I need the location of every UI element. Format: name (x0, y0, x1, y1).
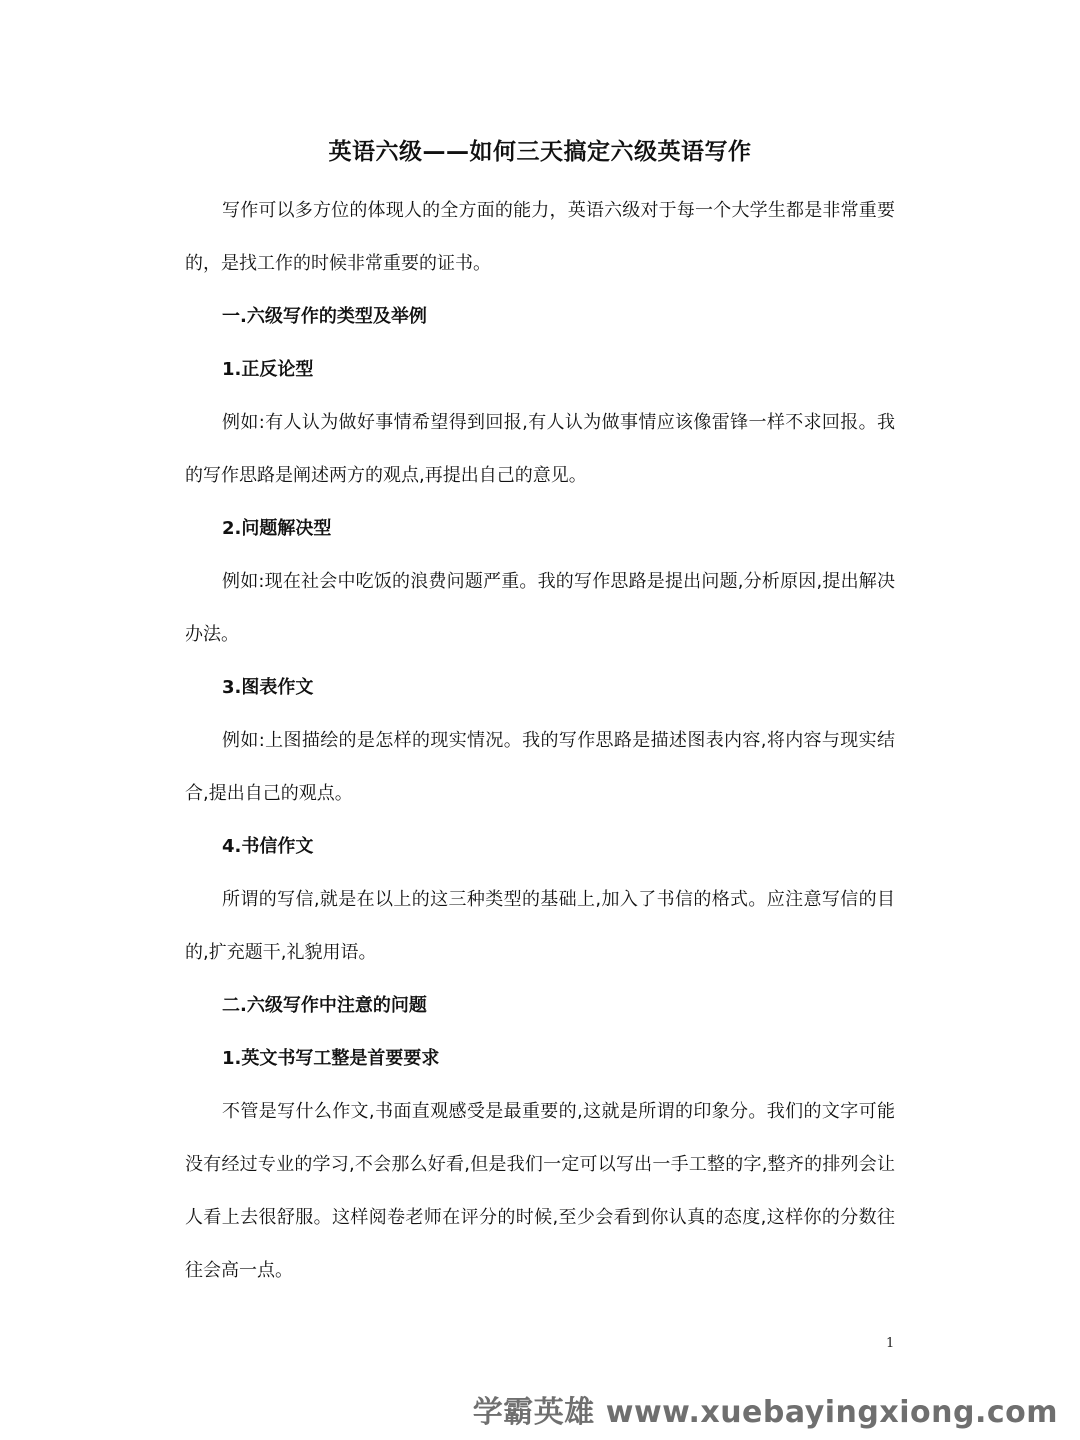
paragraph-chart-essay-example: 例如:上图描绘的是怎样的现实情况。我的写作思路是描述图表内容,将内容与现实结合,提出自己的观点。 (185, 730, 895, 804)
subheading-problem-solving: 2.问题解决型 (222, 518, 332, 539)
section-heading-notes: 二.六级写作中注意的问题 (222, 995, 427, 1016)
site-watermark: 学霸英雄 www.xuebayingxiong.com (472, 1395, 1058, 1430)
subheading-pro-con: 1.正反论型 (222, 359, 314, 380)
document-body (185, 130, 895, 1297)
subheading-chart-essay: 3.图表作文 (222, 677, 314, 698)
document-title: 英语六级——如何三天搞定六级英语写作 (328, 139, 752, 165)
paragraph-handwriting: 不管是写什么作文,书面直观感受是最重要的,这就是所谓的印象分。我们的文字可能没有经过专业的学习,不会那么好看,但是我们一定可以写出一手工整的字,整齐的排列会让人看上去很舒服。这样阅卷老师在评分的时候,至少会看到你认真的态度,这样你的分数往往会高一点。 (185, 1101, 895, 1281)
section-heading-types: 一.六级写作的类型及举例 (222, 306, 427, 327)
subheading-handwriting: 1.英文书写工整是首要要求 (222, 1048, 440, 1069)
paragraph-intro: 写作可以多方位的体现人的全方面的能力，英语六级对于每一个大学生都是非常重要的，是找工作的时候非常重要的证书。 (185, 200, 895, 274)
page-number: 1 (886, 1336, 895, 1351)
paragraph-problem-solving-example: 例如:现在社会中吃饭的浪费问题严重。我的写作思路是提出问题,分析原因,提出解决办法。 (185, 571, 895, 645)
paragraph-letter-essay-example: 所谓的写信,就是在以上的这三种类型的基础上,加入了书信的格式。应注意写信的目的,扩充题干,礼貌用语。 (185, 889, 895, 963)
paragraph-pro-con-example: 例如:有人认为做好事情希望得到回报,有人认为做事情应该像雷锋一样不求回报。我的写作思路是阐述两方的观点,再提出自己的意见。 (185, 412, 895, 486)
subheading-letter-essay: 4.书信作文 (222, 836, 314, 857)
